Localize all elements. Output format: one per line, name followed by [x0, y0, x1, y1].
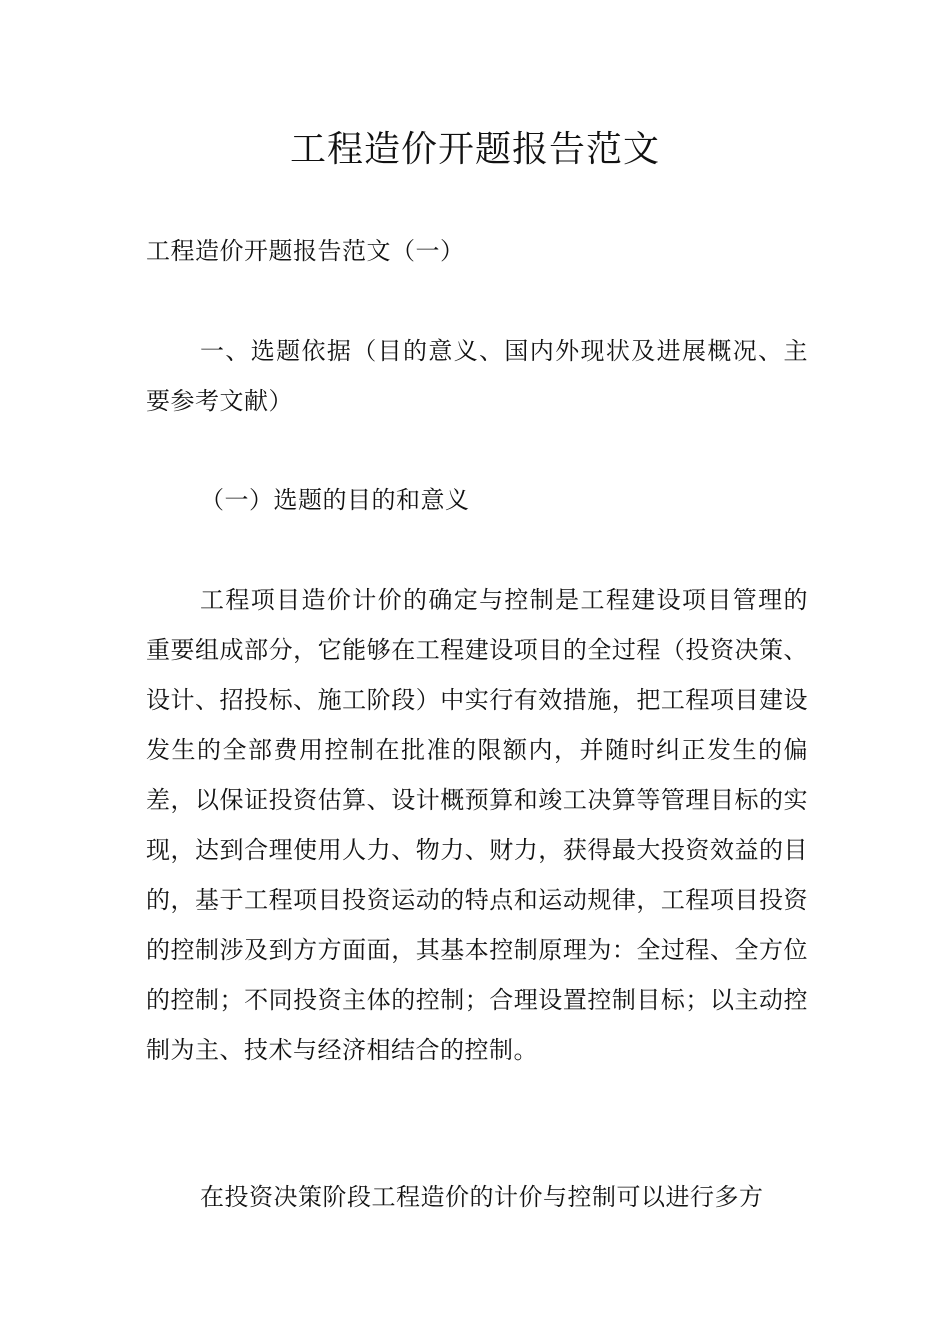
- subsection-heading: （一）选题的目的和意义: [200, 486, 470, 514]
- document-title: 工程造价开题报告范文: [289, 129, 660, 170]
- body-paragraph: 工程项目造价计价的确定与控制是工程建设项目管理的重要组成部分，它能够在工程建设项目的全过程（投资决策、设计、招投标、施工阶段）中实行有效措施，把工程项目建设发生的全部费用控制在批准的限额内，并随时纠正发生的偏差，以保证投资估算、设计概预算和竣工决算等管理目标的实现，达到合理使用人力、物力、财力，获得最大投资效益的目的，基于工程项目投资运动的特点和运动规律，工程项目投资的控制涉及到方方面面，其基本控制原理为：全过程、全方位的控制；不同投资主体的控制；合理设置控制目标；以主动控制为主、技术与经济相结合的控制。: [146, 586, 808, 1064]
- document-subtitle: 工程造价开题报告范文（一）: [146, 237, 465, 265]
- section-heading: 一、选题依据（目的意义、国内外现状及进展概况、主要参考文献）: [146, 337, 808, 415]
- body-paragraph: 在投资决策阶段工程造价的计价与控制可以进行多方: [200, 1183, 764, 1211]
